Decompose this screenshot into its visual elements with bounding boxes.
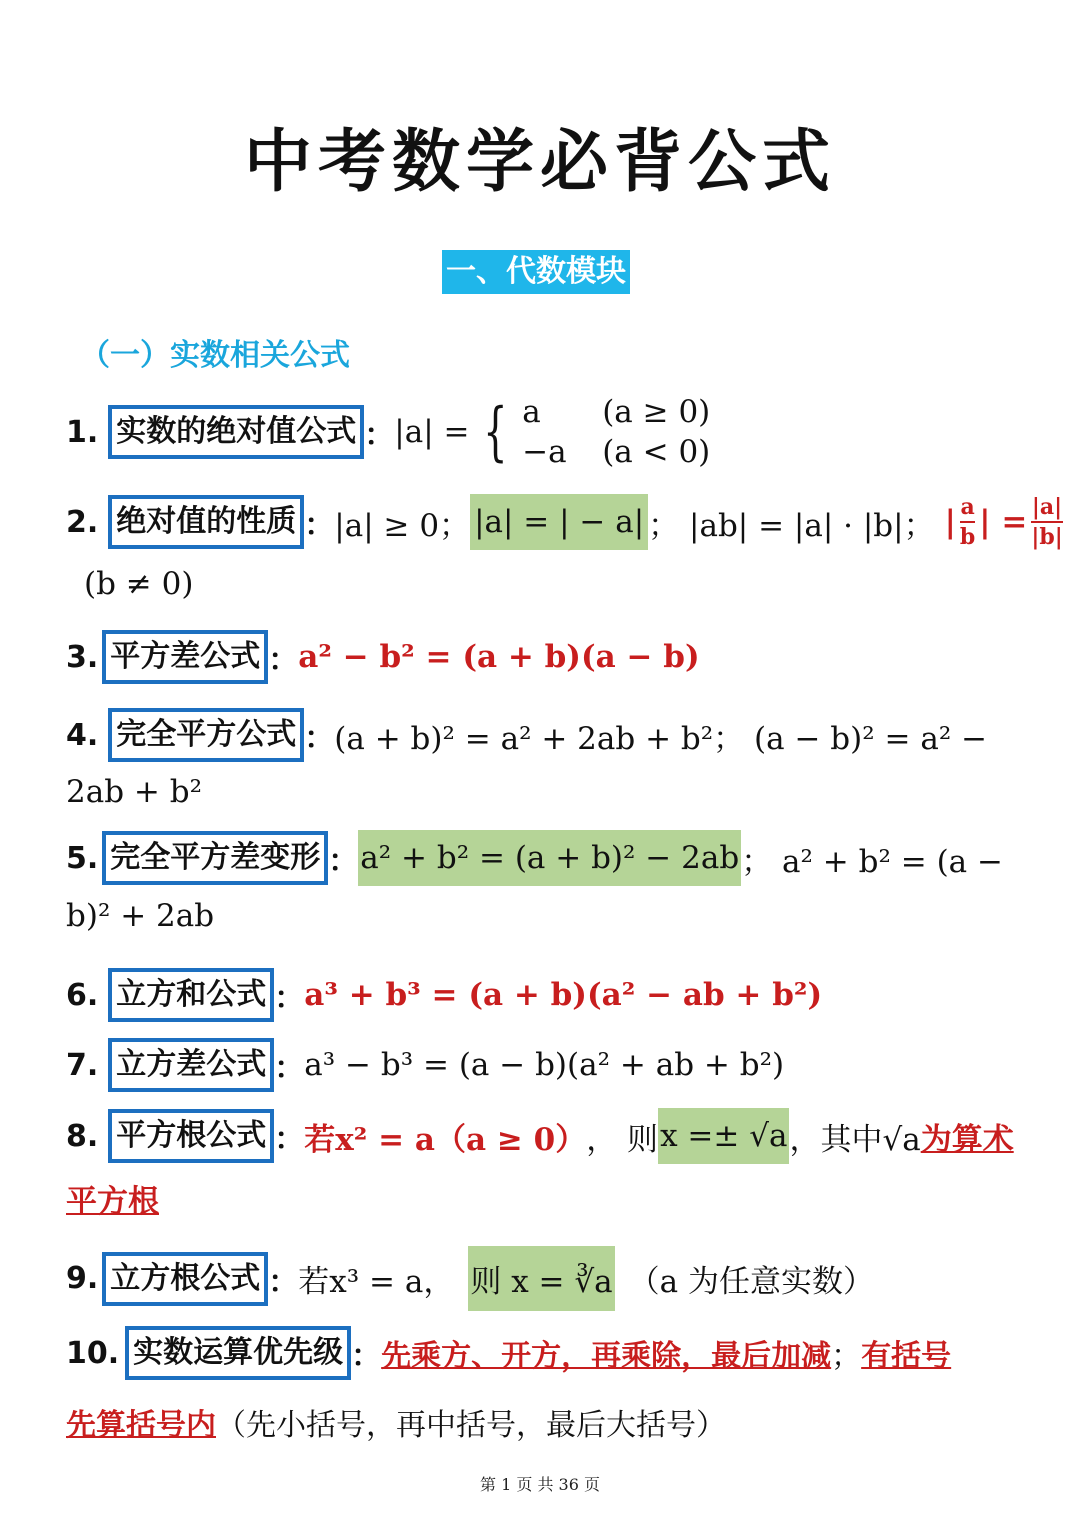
formula-continuation: 平方根 — [66, 1184, 159, 1220]
item-number: 7. — [66, 1047, 99, 1083]
piecewise-cases — [522, 392, 710, 472]
case-condition: (a ≥ 0) — [602, 394, 711, 430]
case-value: a — [522, 394, 541, 430]
formula-text: a³ + b³ = (a + b)(a² − ab + b²) — [304, 977, 823, 1013]
formula-item-7: 7. 立方差公式 ： a³ − b³ = (a − b)(a² + ab + b²) — [66, 1038, 784, 1092]
formula-text: ， 则 — [586, 1121, 659, 1158]
highlighted-formula: |a| = | − a| — [470, 494, 648, 550]
item-number: 9. — [66, 1261, 99, 1296]
emphasized-text: 为算术 — [920, 1121, 1014, 1158]
formula-text: ； a² + b² = (a − — [741, 843, 1003, 880]
formula-label: 绝对值的性质 — [108, 495, 304, 549]
item-number: 8. — [66, 1118, 99, 1154]
formula-item-6: 6. 立方和公式 ： a³ + b³ = (a + b)(a² − ab + b²) — [66, 968, 822, 1022]
item-number: 3. — [66, 639, 99, 675]
note-text: （先小括号，再中括号，最后大括号） — [216, 1408, 726, 1443]
formula-text: ； |ab| = |a| · |b|； — [648, 507, 935, 544]
item-number: 6. — [66, 977, 99, 1013]
formula-item-5: 5. 完全平方差变形 ： a² + b² = (a + b)² − 2ab ； a² + b² = (a − — [66, 830, 1003, 886]
separator: ； — [831, 1339, 862, 1374]
formula-text: ，其中√a — [789, 1121, 921, 1158]
case-condition: (a < 0) — [602, 434, 711, 470]
formula-text: (a + b)² = a² + 2ab + b²； (a − b)² = a² − — [334, 720, 988, 757]
formula-item-4: 4. 完全平方公式 ： (a + b)² = a² + 2ab + b²； (a − b)² = a² − — [66, 708, 987, 762]
formula-item-9: 9. 立方根公式 ： 若x³ = a， 则 x = ∛a （a 为任意实数） — [66, 1246, 874, 1311]
emphasized-text: 有括号 — [861, 1339, 952, 1374]
formula-text: （a 为任意实数） — [628, 1264, 874, 1300]
formula-text: 若x² = a（a ≥ 0） — [304, 1121, 587, 1158]
formula-item-8: 8. 平方根公式 ： 若x² = a（a ≥ 0） ， 则 x =± √a ，其中√a 为算术 — [66, 1108, 1014, 1164]
formula-label: 平方差公式 — [102, 630, 268, 684]
page-footer: 第 1 页 共 36 页 — [480, 1475, 600, 1494]
fraction: $\frac{a}{b}$ — [959, 494, 976, 550]
formula-continuation: (b ≠ 0) — [84, 566, 194, 602]
formula-text: | — [944, 504, 956, 540]
formula-text: |a| ≥ 0； — [334, 507, 471, 544]
formula-item-1: 1. 实数的绝对值公式 ： |a| = { a (a ≥ 0) −a (a < 0) — [66, 394, 711, 470]
formula-label: 完全平方公式 — [108, 708, 304, 762]
page-title: 中考数学必背公式 — [243, 123, 836, 202]
fraction: $\frac{|a|}{|b|}$ — [1031, 494, 1063, 550]
formula-continuation: b)² + 2ab — [66, 898, 215, 934]
formula-label: 实数的绝对值公式 — [108, 405, 364, 459]
item-number: 2. — [66, 504, 99, 540]
case-value: −a — [522, 434, 567, 470]
formula-text: | = — [979, 504, 1028, 540]
formula-item-10: 10. 实数运算优先级 ： 先乘方、开方，再乘除，最后加减 ； 有括号 — [66, 1326, 951, 1380]
formula-lhs: |a| = — [394, 414, 470, 450]
formula-item-3: 3. 平方差公式 ： a² − b² = (a + b)(a − b) — [66, 630, 700, 684]
item-number: 4. — [66, 717, 99, 753]
formula-item-2: 2. 绝对值的性质 ： |a| ≥ 0； |a| = | − a| ； |ab| = |a| · |b|； | $\frac{a}{b}$ | = $\frac{|a|}{|b|}$ — [66, 494, 1063, 550]
module-heading: 一、代数模块 — [442, 250, 630, 294]
formula-label: 平方根公式 — [108, 1109, 274, 1163]
highlighted-formula: x =± √a — [658, 1108, 789, 1164]
brace-icon: { — [483, 395, 509, 469]
formula-label: 立方根公式 — [102, 1252, 268, 1306]
formula-continuation: 2ab + b² — [66, 774, 203, 810]
formula-text: a³ − b³ = (a − b)(a² + ab + b²) — [304, 1047, 785, 1083]
formula-label: 立方差公式 — [108, 1038, 274, 1092]
item-number: 5. — [66, 840, 99, 876]
formula-text: a² − b² = (a + b)(a − b) — [298, 639, 700, 675]
formula-text: 若x³ = a， — [298, 1264, 455, 1300]
emphasized-text: 先乘方、开方，再乘除，最后加减 — [381, 1339, 832, 1374]
item-number: 1. — [66, 414, 99, 450]
formula-label: 实数运算优先级 — [125, 1326, 351, 1380]
formula-label: 立方和公式 — [108, 968, 274, 1022]
highlighted-formula: 则 x = ∛a — [468, 1246, 614, 1311]
emphasized-text: 先算括号内 — [66, 1408, 216, 1443]
formula-continuation — [66, 1400, 726, 1444]
highlighted-formula: a² + b² = (a + b)² − 2ab — [358, 830, 741, 886]
subsection-heading: （一）实数相关公式 — [80, 338, 350, 373]
formula-label: 完全平方差变形 — [102, 831, 328, 885]
item-number: 10. — [66, 1335, 120, 1371]
